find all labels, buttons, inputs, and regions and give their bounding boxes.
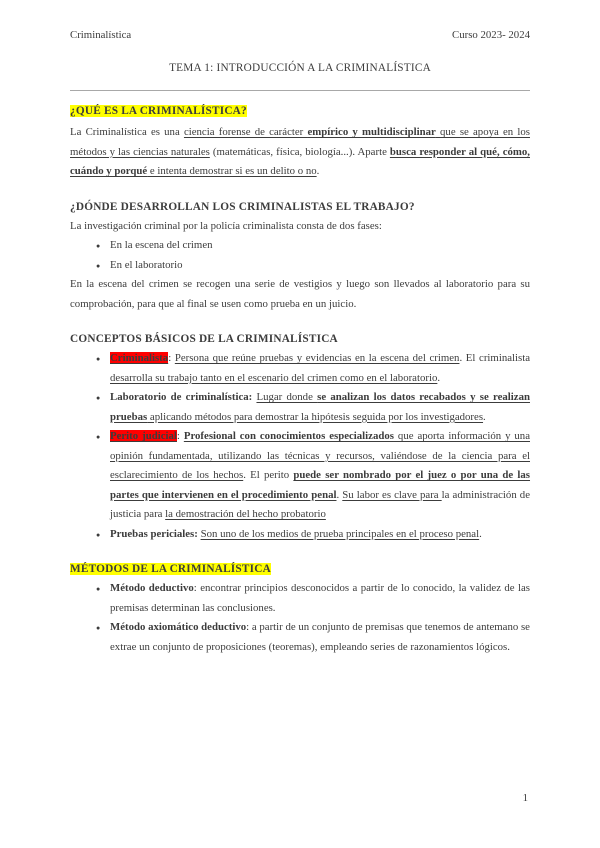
- text-segment: .: [483, 410, 486, 423]
- text-segment: aplicando métodos para demostrar la hipótesis seguida por los investigadores: [147, 410, 484, 423]
- text-segment: .: [336, 488, 343, 501]
- bullet-list-conceptos: [70, 349, 530, 544]
- list-item-pruebas-periciales: [110, 525, 530, 545]
- text-segment: CONCEPTOS BÁSICOS DE LA CRIMINALÍSTICA: [70, 333, 338, 345]
- text-segment: La investigación criminal por la policía criminalista consta de dos fases:: [70, 219, 382, 232]
- list-item-metodo-deductivo: [110, 579, 530, 618]
- text-segment: Criminalista: [110, 352, 169, 364]
- text-segment: empírico y multidisciplinar: [307, 126, 436, 138]
- text-segment: ¿QUÉ ES LA CRIMINALÍSTICA?: [70, 105, 247, 117]
- text-segment: la administración de justicia para: [110, 488, 531, 520]
- list-item-metodo-axiomatico-deductivo: [110, 618, 530, 657]
- text-segment: :: [168, 352, 175, 364]
- text-segment: .: [437, 371, 441, 384]
- header-course-year: Curso 2023- 2024: [452, 29, 530, 41]
- bullet-list-fases: [70, 236, 530, 275]
- list-item-perito-judicial: [110, 427, 530, 525]
- text-segment: : a partir de un conjunto de premisas que tenemos de antemano se extrae un conjunto de proposiciones (teoremas), empleando series de razonamientos lógicos.: [110, 621, 530, 653]
- list-item-laboratorio: [110, 256, 530, 276]
- text-segment: Método deductivo: [110, 582, 194, 594]
- text-segment: Perito judicial: [110, 430, 177, 442]
- text-segment: Persona que reúne pruebas y evidencias en la escena del crimen: [174, 352, 460, 364]
- bullet-list-metodos: [70, 579, 530, 657]
- header-divider: [70, 90, 530, 91]
- text-segment: En la escena del crimen se recogen una serie de vestigios y luego son llevados al laboratorio para su comprobación, para que al final se usen como prueba en un juicio.: [70, 278, 530, 310]
- text-segment: Su labor es clave para: [342, 488, 442, 501]
- text-segment: Lugar donde: [256, 391, 318, 403]
- paragraph-investigacion-dos-fases: [70, 217, 530, 237]
- text-segment: Profesional con conocimientos especializados: [183, 430, 394, 442]
- text-segment: que aporta información y una opinión fundamentada, utilizando las técnicas y recursos, valiéndose de la ciencia para el esclarecimiento de los hechos: [110, 430, 530, 481]
- page-number: 1: [522, 792, 528, 804]
- list-item-escena-crimen: [110, 236, 530, 256]
- section-heading-que-es-la-criminalistica: [70, 101, 530, 121]
- text-segment: . El perito: [243, 469, 294, 481]
- list-item-criminalista: [110, 349, 530, 388]
- header-subject-label: Criminalística: [70, 29, 132, 41]
- paragraph-definicion-criminalistica: [70, 123, 530, 182]
- text-segment: Laboratorio de criminalística:: [110, 391, 257, 403]
- text-segment: la demostración del hecho probatorio: [165, 508, 326, 520]
- text-segment: . El criminalista: [459, 352, 530, 364]
- text-segment: Pruebas periciales:: [110, 527, 201, 540]
- text-segment: Son uno de los medios de prueba principales en el proceso penal: [200, 527, 480, 540]
- text-segment: ¿DÓNDE DESARROLLAN LOS CRIMINALISTAS EL TRABAJO?: [70, 200, 415, 213]
- text-segment: .: [316, 165, 320, 177]
- page-header: [70, 28, 530, 42]
- text-segment: puede ser nombrado por el juez o por una de las partes que intervienen en el procedimiento penal: [110, 469, 531, 501]
- text-segment: : encontrar principios desconocidos a partir de lo conocido, la validez de las premisas determinan las conclusiones.: [110, 582, 530, 614]
- text-segment: desarrolla su trabajo tanto en el escenario del crimen como en el laboratorio: [110, 371, 438, 384]
- text-segment: se analizan los datos recabados y se realizan pruebas: [110, 391, 530, 423]
- text-segment: En el laboratorio: [110, 258, 183, 271]
- text-segment: busca responder al qué, cómo, cuándo y porqué: [70, 145, 530, 177]
- paragraph-vestigios-juicio: [70, 275, 530, 314]
- text-segment: ciencia forense de carácter: [183, 126, 308, 138]
- text-segment: (matemáticas, física, biología...). Aparte: [209, 145, 390, 158]
- text-segment: que se apoya en los métodos y las ciencias naturales: [70, 126, 530, 158]
- section-heading-metodos: [70, 559, 530, 579]
- text-segment: La Criminalística es una: [70, 126, 184, 138]
- list-item-laboratorio-criminalistica: [110, 388, 530, 427]
- text-segment: :: [176, 430, 184, 442]
- section-heading-conceptos-basicos: [70, 329, 530, 349]
- section-heading-donde-desarrollan-trabajo: [70, 197, 530, 217]
- document-title: TEMA 1: INTRODUCCIÓN A LA CRIMINALÍSTICA: [169, 62, 431, 74]
- text-segment: .: [479, 527, 482, 540]
- text-segment: e intenta demostrar si es un delito o no: [147, 165, 317, 177]
- text-segment: Método axiomático deductivo: [110, 621, 247, 633]
- text-segment: MÉTODOS DE LA CRIMINALÍSTICA: [70, 563, 271, 575]
- text-segment: En la escena del crimen: [110, 239, 213, 251]
